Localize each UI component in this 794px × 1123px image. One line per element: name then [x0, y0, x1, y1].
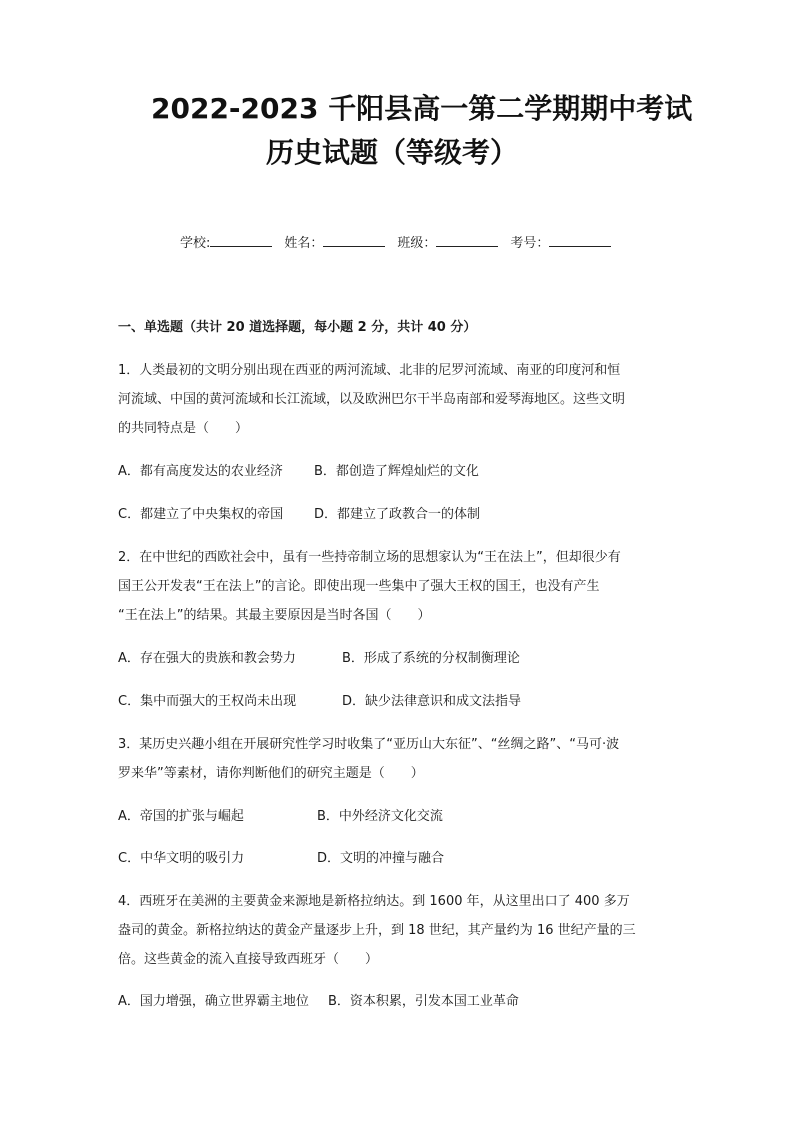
question-2-option-row-1 [118, 649, 520, 669]
question-2-option-b[interactable]: B．形成了系统的分权制衡理论 [342, 651, 520, 666]
question-3-option-row-2 [118, 849, 444, 869]
question-1-option-d[interactable]: D．都建立了政教合一的体制 [314, 507, 481, 522]
question-1-option-a[interactable]: A．都有高度发达的农业经济 [118, 464, 283, 479]
question-4-option-a[interactable]: A．国力增强，确立世界霸主地位 [118, 994, 309, 1009]
question-3-option-c[interactable]: C．中华文明的吸引力 [118, 851, 245, 866]
question-2-line-3: “王在法上”的结果。其最主要原因是当时各国（ ） [118, 608, 431, 623]
question-2-line-1: 2．在中世纪的西欧社会中，虽有一些持帝制立场的思想家认为“王在法上”，但却很少有 [118, 550, 621, 565]
question-1-option-row-1 [118, 462, 479, 482]
exam-title-line-1: 2022-2023 千阳县高一第二学期期中考试 [151, 92, 693, 125]
question-2-option-d[interactable]: D．缺少法律意识和成文法指导 [342, 694, 522, 709]
question-2-line-2: 国王公开发表“王在法上”的言论。即使出现一些集中了强大王权的国王，也没有产生 [118, 579, 600, 594]
question-3-option-row-1 [118, 807, 443, 827]
class-label: 班级： [397, 236, 437, 251]
student-info-line [180, 232, 623, 254]
question-1-option-row-2 [118, 505, 480, 525]
question-1-option-b[interactable]: B．都创造了辉煌灿烂的文化 [314, 464, 479, 479]
question-4-option-b[interactable]: B．资本积累，引发本国工业革命 [328, 994, 519, 1009]
question-3-line-2: 罗来华”等素材，请你判断他们的研究主题是（ ） [118, 766, 424, 781]
question-4-line-2: 盎司的黄金。新格拉纳达的黄金产量逐步上升，到 18 世纪，其产量约为 16 世纪产量的三 [118, 923, 636, 938]
question-3-option-b[interactable]: B．中外经济文化交流 [317, 809, 443, 824]
question-2-option-c[interactable]: C．集中而强大的王权尚未出现 [118, 694, 297, 709]
question-4-option-row-1 [118, 992, 519, 1012]
question-3-line-1: 3．某历史兴趣小组在开展研究性学习时收集了“亚历山大东征”、“丝绸之路”、“马可·波 [118, 737, 620, 752]
question-1-line-2: 河流域、中国的黄河流域和长江流域，以及欧洲巴尔干半岛南部和爱琴海地区。这些文明 [118, 392, 626, 407]
question-1-line-1: 1．人类最初的文明分别出现在西亚的两河流域、北非的尼罗河流域、南亚的印度河和恒 [118, 363, 621, 378]
question-4-line-1: 4．西班牙在美洲的主要黄金来源地是新格拉纳达。到 1600 年，从这里出口了 400 多万 [118, 894, 630, 909]
exam-number-blank[interactable] [549, 232, 611, 247]
school-blank[interactable] [210, 232, 272, 247]
question-3-option-d[interactable]: D．文明的冲撞与融合 [317, 851, 445, 866]
exam-number-label: 考号： [510, 236, 550, 251]
name-blank[interactable] [323, 232, 385, 247]
question-2-option-row-2 [118, 692, 521, 712]
school-label: 学校: [180, 236, 211, 251]
question-3-option-a[interactable]: A．帝国的扩张与崛起 [118, 809, 244, 824]
question-2-option-a[interactable]: A．存在强大的贵族和教会势力 [118, 651, 296, 666]
exam-title-line-2: 历史试题（等级考） [266, 136, 519, 169]
question-1-option-c[interactable]: C．都建立了中央集权的帝国 [118, 507, 284, 522]
name-label: 姓名： [284, 236, 324, 251]
question-1-line-3: 的共同特点是（ ） [118, 421, 249, 436]
section-heading: 一、单选题（共计 20 道选择题，每小题 2 分，共计 40 分） [118, 320, 477, 335]
question-4-line-3: 倍。这些黄金的流入直接导致西班牙（ ） [118, 952, 379, 967]
class-blank[interactable] [436, 232, 498, 247]
